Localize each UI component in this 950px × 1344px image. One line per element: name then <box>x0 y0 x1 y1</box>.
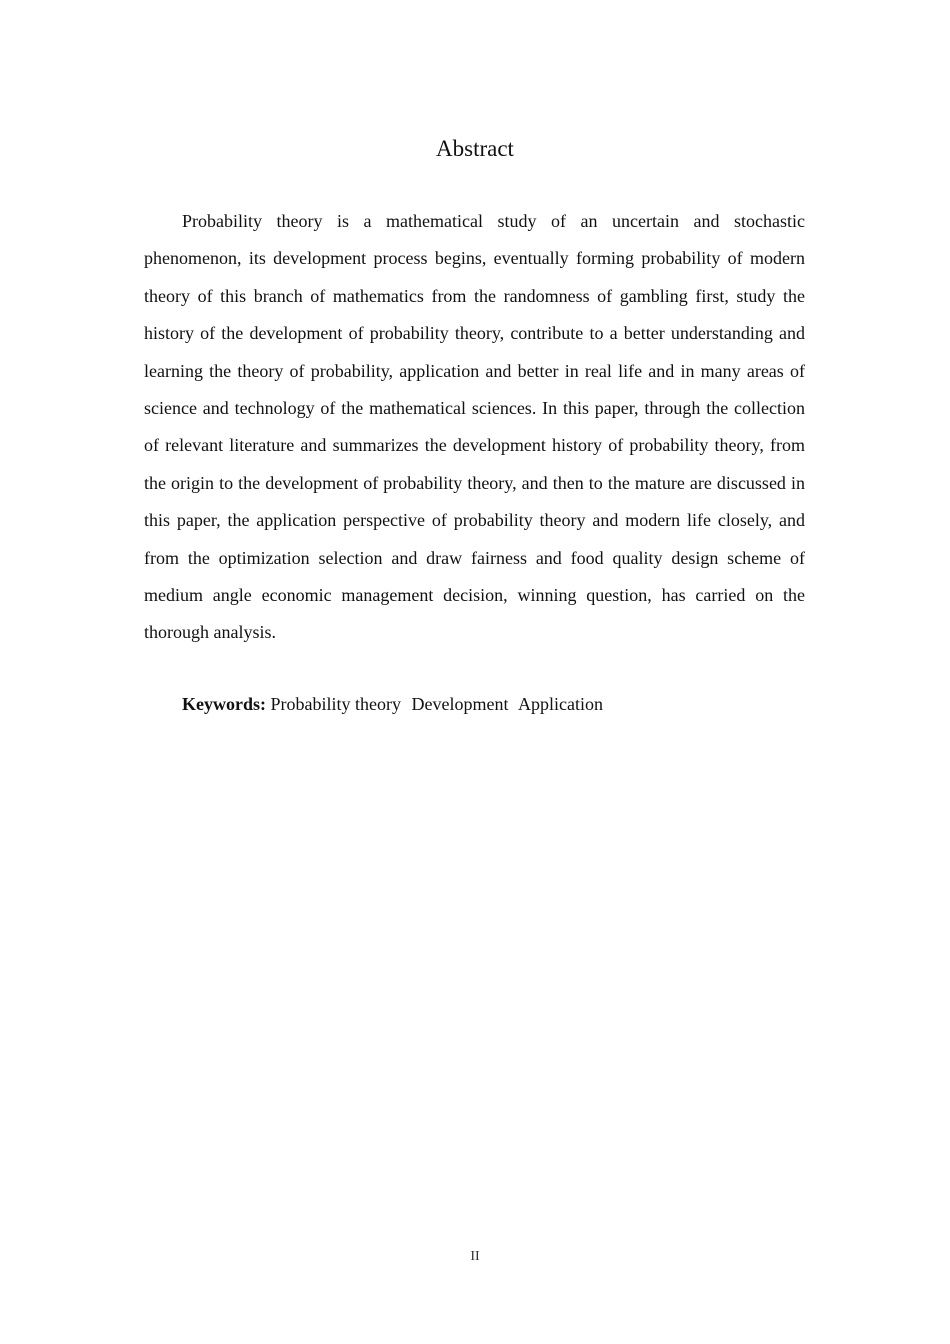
keyword-term: Probability theory <box>270 694 401 714</box>
abstract-title: Abstract <box>436 136 514 161</box>
keywords-label: Keywords: <box>182 694 266 714</box>
keyword-term: Development <box>411 694 509 714</box>
page-number: II <box>470 1249 480 1264</box>
keywords-line <box>182 686 805 722</box>
keyword-term: Application <box>517 694 603 714</box>
abstract-body: Probability theory is a mathematical study of an uncertain and stochastic phenomenon, its development process begins, eventually forming probability of modern theory of this branch of mathematics from the randomness of gambling first, study the history of the development of probability theory, contribute to a better understanding and learning the theory of probability, application and better in real life and in many areas of science and technology of the mathematical sciences. In this paper, through the collection of relevant literature and summarizes the development history of probability theory, from the origin to the development of probability theory, and then to the mature are discussed in this paper, the application perspective of probability theory and modern life closely, and from the optimization selection and draw fairness and food quality design scheme of medium angle economic management decision, winning question, has carried on the thorough analysis. <box>144 211 805 643</box>
